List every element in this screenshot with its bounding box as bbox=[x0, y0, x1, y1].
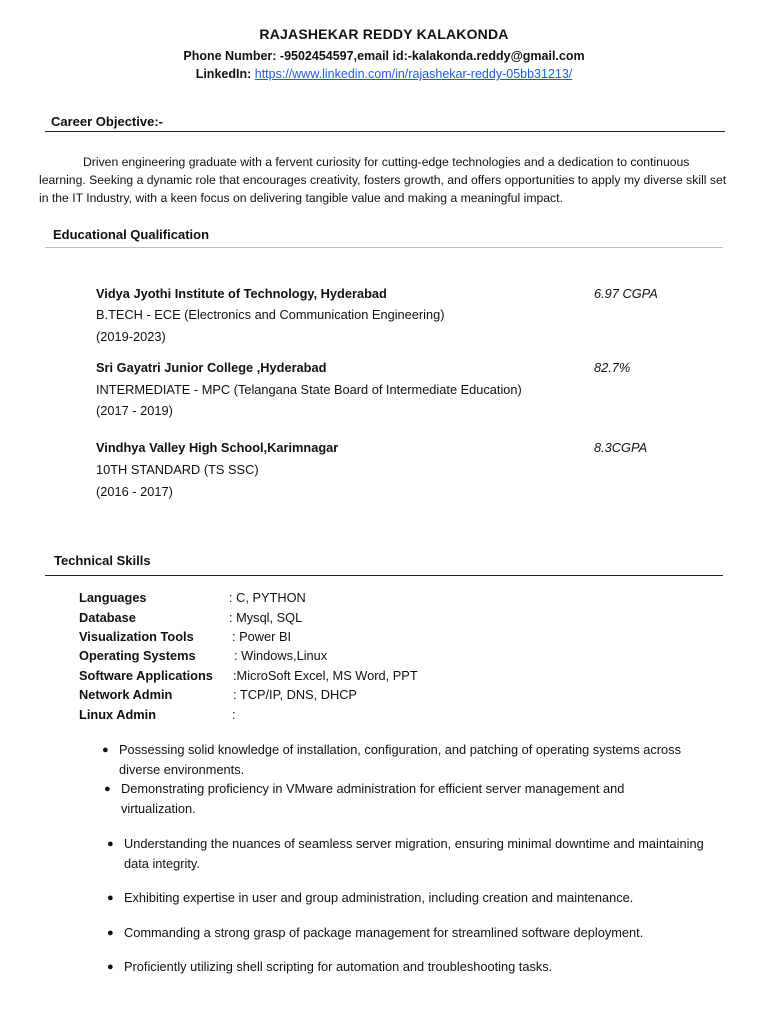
education-years: (2016 - 2017) bbox=[96, 484, 173, 499]
contact-line: Phone Number: -9502454597,email id:-kalakonda.reddy@gmail.com bbox=[183, 49, 585, 63]
education-score: 6.97 CGPA bbox=[594, 286, 658, 301]
list-item bbox=[102, 740, 699, 780]
technical-skills-divider bbox=[45, 575, 723, 576]
technical-skills-heading: Technical Skills bbox=[54, 553, 151, 568]
list-item bbox=[107, 923, 724, 943]
skill-value: : C, PYTHON bbox=[229, 590, 306, 605]
list-item bbox=[104, 779, 701, 819]
education-divider bbox=[45, 247, 723, 248]
linkedin-label: LinkedIn: bbox=[195, 67, 252, 81]
career-objective-heading: Career Objective:- bbox=[51, 114, 163, 129]
skill-value: : Mysql, SQL bbox=[229, 610, 303, 625]
skill-label: Database bbox=[79, 610, 136, 625]
skill-label: Linux Admin bbox=[79, 707, 157, 722]
list-item-text: Commanding a strong grasp of package management for streamlined software deployment. bbox=[124, 925, 644, 940]
list-item bbox=[107, 957, 724, 977]
education-institution: Vindhya Valley High School,Karimnagar bbox=[96, 440, 339, 455]
list-item-text: Demonstrating proficiency in VMware administration for efficient server management and virtualization. bbox=[121, 781, 625, 816]
education-institution: Sri Gayatri Junior College ,Hyderabad bbox=[96, 360, 327, 375]
education-score: 8.3CGPA bbox=[594, 440, 648, 455]
skill-value: : Windows,Linux bbox=[234, 648, 328, 663]
skill-label: Network Admin bbox=[79, 687, 173, 702]
list-item-text: Possessing solid knowledge of installation, configuration, and patching of operating systems across diverse environments. bbox=[119, 742, 681, 777]
skill-label: Software Applications bbox=[79, 668, 213, 683]
education-degree: 10TH STANDARD (TS SSC) bbox=[96, 462, 259, 477]
education-years: (2019-2023) bbox=[96, 329, 166, 344]
skill-label: Operating Systems bbox=[79, 648, 196, 663]
education-score: 82.7% bbox=[594, 360, 631, 375]
bullet-icon: ● bbox=[102, 744, 109, 756]
linkedin-line bbox=[0, 67, 768, 81]
skill-value: : bbox=[232, 707, 236, 722]
list-item-text: Exhibiting expertise in user and group administration, including creation and maintenance. bbox=[124, 890, 634, 905]
list-item-text: Proficiently utilizing shell scripting for automation and troubleshooting tasks. bbox=[124, 959, 553, 974]
list-item bbox=[107, 834, 704, 874]
career-objective-text: Driven engineering graduate with a fervent curiosity for cutting-edge technologies and a dedication to continuous learning. Seeking a dynamic role that encourages creativity, fosters growth, and offers opportunities to apply my diverse skill set in the IT Industry, with a keen focus on delivering tangible value and making a meaningful impact. bbox=[39, 155, 727, 205]
education-degree: B.TECH - ECE (Electronics and Communication Engineering) bbox=[96, 307, 445, 322]
education-degree: INTERMEDIATE - MPC (Telangana State Board of Intermediate Education) bbox=[96, 382, 522, 397]
linkedin-link[interactable]: https://www.linkedin.com/in/rajashekar-reddy-05bb31213/ bbox=[254, 67, 573, 81]
skill-value: :MicroSoft Excel, MS Word, PPT bbox=[233, 668, 418, 683]
bullet-icon: ● bbox=[104, 783, 111, 795]
skill-label: Languages bbox=[79, 590, 147, 605]
bullet-icon: ● bbox=[107, 838, 114, 850]
skill-label: Visualization Tools bbox=[79, 629, 194, 644]
career-objective-divider bbox=[45, 131, 725, 132]
education-years: (2017 - 2019) bbox=[96, 403, 173, 418]
list-item-text: Understanding the nuances of seamless server migration, ensuring minimal downtime and maintaining data integrity. bbox=[124, 836, 704, 871]
candidate-name: RAJASHEKAR REDDY KALAKONDA bbox=[259, 26, 509, 42]
skill-value: : Power BI bbox=[232, 629, 292, 644]
education-heading: Educational Qualification bbox=[53, 227, 210, 242]
skill-value: : TCP/IP, DNS, DHCP bbox=[233, 687, 357, 702]
bullet-icon: ● bbox=[107, 961, 114, 973]
list-item bbox=[107, 888, 724, 908]
bullet-icon: ● bbox=[107, 927, 114, 939]
bullet-icon: ● bbox=[107, 892, 114, 904]
education-institution: Vidya Jyothi Institute of Technology, Hyderabad bbox=[96, 286, 387, 301]
